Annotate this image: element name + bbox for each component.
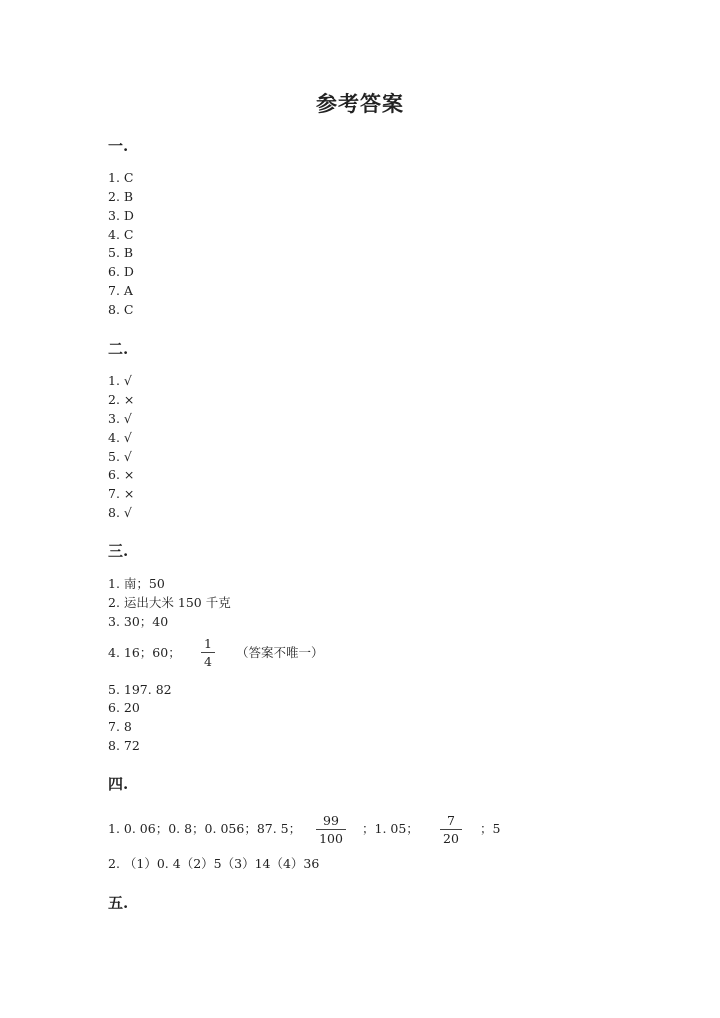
section-3-item-7: 7. 8: [108, 719, 132, 734]
section-3-item-8: 8. 72: [108, 738, 140, 753]
section-1-heading: 一.: [108, 137, 129, 155]
section-4-item-1-middle: ；1. 05；: [362, 821, 419, 836]
fraction-denominator: 4: [204, 654, 212, 669]
section-3-item-6: 6. 20: [108, 700, 140, 715]
section-2-item-7: 7. ×: [108, 486, 135, 501]
section-3-item-4-suffix: （答案不唯一）: [236, 645, 324, 660]
section-2-item-6: 6. ×: [108, 467, 135, 482]
section-1-item-5: 5. B: [108, 245, 134, 260]
section-2-item-4: 4. √: [108, 430, 132, 445]
fraction-bar: [316, 829, 346, 830]
section-2-heading: 二.: [108, 340, 129, 358]
section-5-heading: 五.: [108, 894, 129, 912]
section-1-item-1: 1. C: [108, 170, 134, 185]
page-title: 参考答案: [316, 91, 404, 116]
section-3-item-4-prefix: 4. 16；60；: [108, 645, 181, 660]
section-2-item-1: 1. √: [108, 373, 132, 388]
fraction-numerator: 1: [204, 636, 212, 651]
section-4-item-2: 2. （1）0. 4（2）5（3）14（4）36: [108, 856, 320, 871]
section-4-item-1-fraction-2: [440, 813, 462, 846]
section-1-item-3: 3. D: [108, 208, 134, 223]
section-4-item-1-suffix: ；5: [480, 821, 501, 836]
section-1-item-2: 2. B: [108, 189, 134, 204]
section-4-heading: 四.: [108, 775, 129, 793]
section-3-heading: 三.: [108, 542, 129, 560]
section-3-item-5: 5. 197. 82: [108, 682, 172, 697]
section-3-item-4-fraction: [201, 636, 215, 669]
section-2-item-2: 2. ×: [108, 392, 135, 407]
section-4-item-1-prefix: 1. 0. 06；0. 8；0. 056；87. 5；: [108, 821, 302, 836]
fraction-numerator: 99: [323, 813, 339, 828]
section-1-item-7: 7. A: [108, 283, 133, 298]
fraction-denominator: 20: [443, 831, 459, 846]
section-3-item-1: 1. 南；50: [108, 576, 165, 591]
fraction-bar: [201, 652, 215, 653]
section-2-item-3: 3. √: [108, 411, 132, 426]
section-3-item-2: 2. 运出大米 150 千克: [108, 595, 231, 610]
section-3-item-3: 3. 30；40: [108, 614, 169, 629]
section-1-item-6: 6. D: [108, 264, 134, 279]
fraction-bar: [440, 829, 462, 830]
fraction-denominator: 100: [319, 831, 343, 846]
section-1-item-4: 4. C: [108, 227, 134, 242]
section-4-item-1-fraction-1: [316, 813, 346, 846]
section-2-item-8: 8. √: [108, 505, 132, 520]
section-1-item-8: 8. C: [108, 302, 134, 317]
section-2-item-5: 5. √: [108, 449, 132, 464]
fraction-numerator: 7: [447, 813, 455, 828]
